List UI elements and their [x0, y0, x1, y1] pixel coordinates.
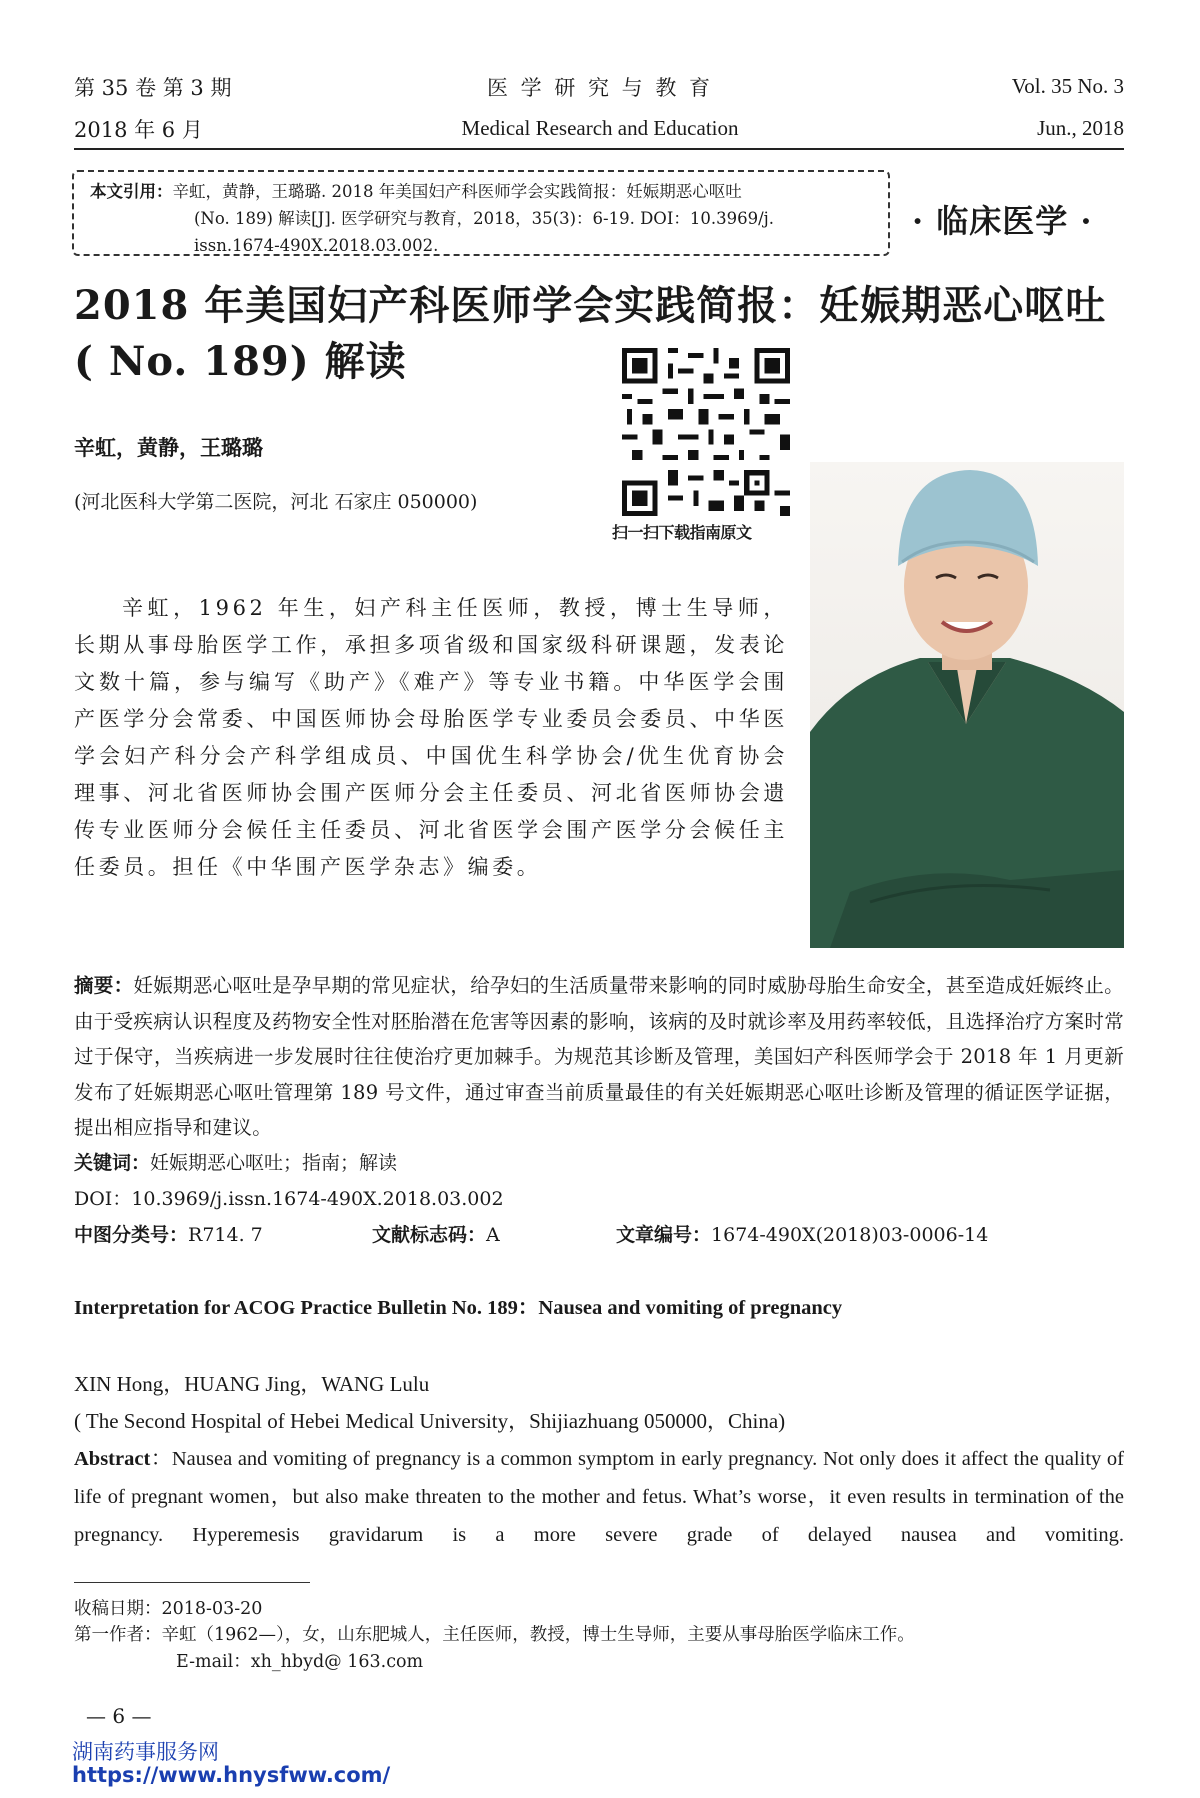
citation-label: 本文引用： [90, 182, 173, 201]
section-tag: · 临床医学 · [912, 202, 1093, 240]
journal-name-en: Medical Research and Education [461, 116, 739, 140]
keywords [74, 1148, 397, 1175]
author-photo [810, 462, 1124, 948]
citation-line-1: 本文引用：辛虹，黄静，王璐璐. 2018 年美国妇产科医师学会实践简报：妊娠期恶心呕吐 [90, 182, 742, 201]
qr-caption: 扫一扫下载指南原文 [612, 523, 752, 542]
first-author-note: 第一作者：辛虹（1962—），女，山东肥城人，主任医师，教授，博士生导师，主要从事母胎医学临床工作。 [74, 1625, 915, 1645]
document-code: 文献标志码：A [372, 1224, 500, 1246]
watermark-site-name: 湖南药事服务网 [72, 1740, 219, 1764]
abstract-cn [74, 968, 1124, 1146]
clc-number: 中图分类号：R714. 7 [74, 1224, 263, 1246]
english-abstract [74, 1440, 1124, 1554]
author-portrait-image [810, 462, 1124, 948]
footnote-rule [74, 1582, 310, 1583]
page-number: — 6 — [86, 1704, 152, 1728]
date-cn: 2018 年 6 月 [74, 118, 203, 142]
author-bio: 辛虹，1962 年生，妇产科主任医师，教授，博士生导师，长期从事母胎医学工作，承担多项省级和国家级科研课题，发表论文数十篇，参与编写《助产》《难产》等专业书籍。中华医学会围产医学分会常委、中国医师协会母胎医学专业委员会委员、中华医学会妇产科分会产科学组成员、中国优生科学协会/优生优育协会理事、河北省医师协会围产医师分会主任委员、河北省医师协会遗传专业医师分会候任主任委员、河北省医学会围产医学分会候任主任委员。担任《中华围产医学杂志》编委。 [74, 596, 788, 879]
volume-issue-cn: 第 35 卷 第 3 期 [74, 76, 232, 100]
english-title: Interpretation for ACOG Practice Bulletin No. 189：Nausea and vomiting of pregnancy [74, 1297, 843, 1319]
header-rule [74, 148, 1124, 150]
citation-line-3: issn.1674-490X.2018.03.002. [194, 236, 439, 255]
title-line-1: 2018 年美国妇产科医师学会实践简报：妊娠期恶心呕吐 [74, 282, 1107, 329]
received-date: 收稿日期：2018-03-20 [74, 1599, 263, 1619]
affiliation-cn: (河北医科大学第二医院，河北 石家庄 050000) [74, 491, 478, 513]
english-abstract-label: Abstract [74, 1448, 151, 1470]
title-line-2: ( No. 189) 解读 [74, 338, 407, 385]
english-affiliation: ( The Second Hospital of Hebei Medical University，Shijiazhuang 050000，China) [74, 1409, 786, 1433]
qr-code[interactable] [622, 348, 790, 516]
abstract-cn-label: 摘要： [74, 974, 134, 997]
date-en: Jun., 2018 [1037, 116, 1124, 140]
citation-box [72, 170, 890, 256]
english-authors: XIN Hong，HUANG Jing，WANG Lulu [74, 1372, 430, 1396]
citation-line-2: (No. 189) 解读[J]. 医学研究与教育，2018，35(3)：6-19. DOI：10.3969/j. [194, 209, 775, 228]
keywords-label: 关键词： [74, 1152, 151, 1174]
authors-cn: 辛虹，黄静，王璐璐 [74, 436, 263, 460]
keywords-text: 妊娠期恶心呕吐；指南；解读 [150, 1152, 398, 1174]
article-title [74, 278, 1134, 390]
doi: DOI：10.3969/j.issn.1674-490X.2018.03.002 [74, 1188, 504, 1210]
article-number: 文章编号：1674-490X(2018)03-0006-14 [616, 1224, 989, 1246]
watermark-url-link[interactable]: https://www.hnysfww.com/ [72, 1763, 391, 1787]
journal-name-cn: 医 学 研 究 与 教 育 [486, 76, 714, 100]
volume-issue-en: Vol. 35 No. 3 [1011, 74, 1124, 98]
author-email: E-mail：xh_hbyd@ 163.com [176, 1652, 424, 1672]
abstract-cn-text: 妊娠期恶心呕吐是孕早期的常见症状，给孕妇的生活质量带来影响的同时威胁母胎生命安全，甚至造成妊娠终止。由于受疾病认识程度及药物安全性对胚胎潜在危害等因素的影响，该病的及时就诊率及用药率较低，且选择治疗方案时常过于保守，当疾病进一步发展时往往使治疗更加棘手。为规范其诊断及管理，美国妇产科医师学会于 2018 年 1 月更新发布了妊娠期恶心呕吐管理第 189 号文件，通过审查当前质量最佳的有关妊娠期恶心呕吐诊断及管理的循证医学证据，提出相应指导和建议。 [74, 974, 1124, 1139]
english-abstract-text: ：Nausea and vomiting of pregnancy is a common symptom in early pregnancy. Not only does it affect the quality of life of pregnant women，but also make threaten to the mother and fetus. What’s worse，it even results in termination of the pregnancy. Hyperemesis gravidarum is a more severe grade of delayed nausea and vomiting. [74, 1448, 1124, 1546]
